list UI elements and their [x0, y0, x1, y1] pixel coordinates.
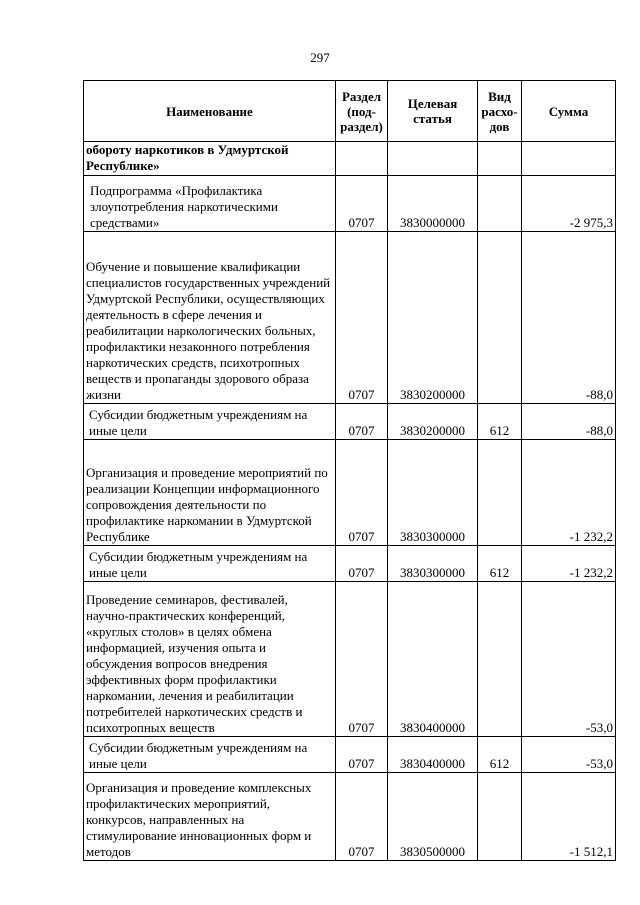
row-target: 3830400000 [388, 582, 478, 737]
page-number: 297 [310, 50, 330, 65]
row-name: Субсидии бюджетным учреждениям на иные цели [84, 404, 336, 440]
row-vid [478, 232, 522, 404]
row-sum: -88,0 [522, 404, 616, 440]
row-name: Подпрограмма «Профилактика злоупотребления наркотическими средствами» [84, 176, 336, 232]
row-sum: -53,0 [522, 582, 616, 737]
row-vid [478, 440, 522, 546]
row-target: 3830200000 [388, 404, 478, 440]
row-section: 0707 [336, 773, 388, 861]
row-sum: -2 975,3 [522, 176, 616, 232]
row-name: Организация и проведение комплексных профилактических мероприятий, конкурсов, направленных на стимулирование инновационных форм и методов [84, 773, 336, 861]
row-section: 0707 [336, 737, 388, 773]
row-vid [478, 176, 522, 232]
table-row [84, 582, 616, 737]
header-sum: Сумма [522, 81, 616, 142]
table-row [84, 232, 616, 404]
row-sum: -1 232,2 [522, 546, 616, 582]
row-section: 0707 [336, 404, 388, 440]
row-vid [478, 582, 522, 737]
row-sum: -53,0 [522, 737, 616, 773]
table-row [84, 404, 616, 440]
row-sum: -1 512,1 [522, 773, 616, 861]
row-vid: 612 [478, 404, 522, 440]
row-section: 0707 [336, 440, 388, 546]
table-row [84, 737, 616, 773]
table-row [84, 142, 616, 176]
row-target: 3830200000 [388, 232, 478, 404]
row-target: 3830500000 [388, 773, 478, 861]
row-name: Обучение и повышение квалификации специалистов государственных учреждений Удмуртской Республики, осуществляющих деятельность в сфере лечения и реабилитации наркологических больных, профилактики незаконного потребления наркотических средств, психотропных веществ и пропаганды здорового образа жизни [84, 232, 336, 404]
row-sum: -1 232,2 [522, 440, 616, 546]
row-section [336, 142, 388, 176]
row-target: 3830400000 [388, 737, 478, 773]
row-target [388, 142, 478, 176]
row-section: 0707 [336, 176, 388, 232]
row-name: Проведение семинаров, фестивалей, научно-практических конференций, «круглых столов» в целях обмена информацией, изучения опыта и обсуждения вопросов внедрения эффективных форм профилактики наркомании, лечения и реабилитации потребителей наркотических средств и психотропных веществ [84, 582, 336, 737]
row-name: обороту наркотиков в Удмуртской Республике» [84, 142, 336, 176]
budget-table [83, 80, 616, 861]
header-target: Целевая статья [388, 81, 478, 142]
header-name: Наименование [84, 81, 336, 142]
row-vid [478, 142, 522, 176]
row-vid [478, 773, 522, 861]
header-section: Раздел (под-раздел) [336, 81, 388, 142]
table-row [84, 773, 616, 861]
table-row [84, 176, 616, 232]
row-target: 3830000000 [388, 176, 478, 232]
row-target: 3830300000 [388, 440, 478, 546]
row-section: 0707 [336, 546, 388, 582]
row-vid: 612 [478, 546, 522, 582]
row-vid: 612 [478, 737, 522, 773]
row-name: Субсидии бюджетным учреждениям на иные цели [84, 546, 336, 582]
table-row [84, 440, 616, 546]
row-sum: -88,0 [522, 232, 616, 404]
row-section: 0707 [336, 582, 388, 737]
row-name: Организация и проведение мероприятий по реализации Концепции информационного сопровождения деятельности по профилактике наркомании в Удмуртской Республике [84, 440, 336, 546]
row-section: 0707 [336, 232, 388, 404]
row-sum [522, 142, 616, 176]
table-header-row [84, 81, 616, 142]
row-target: 3830300000 [388, 546, 478, 582]
row-name: Субсидии бюджетным учреждениям на иные цели [84, 737, 336, 773]
header-vid: Вид расхо-дов [478, 81, 522, 142]
table-row [84, 546, 616, 582]
